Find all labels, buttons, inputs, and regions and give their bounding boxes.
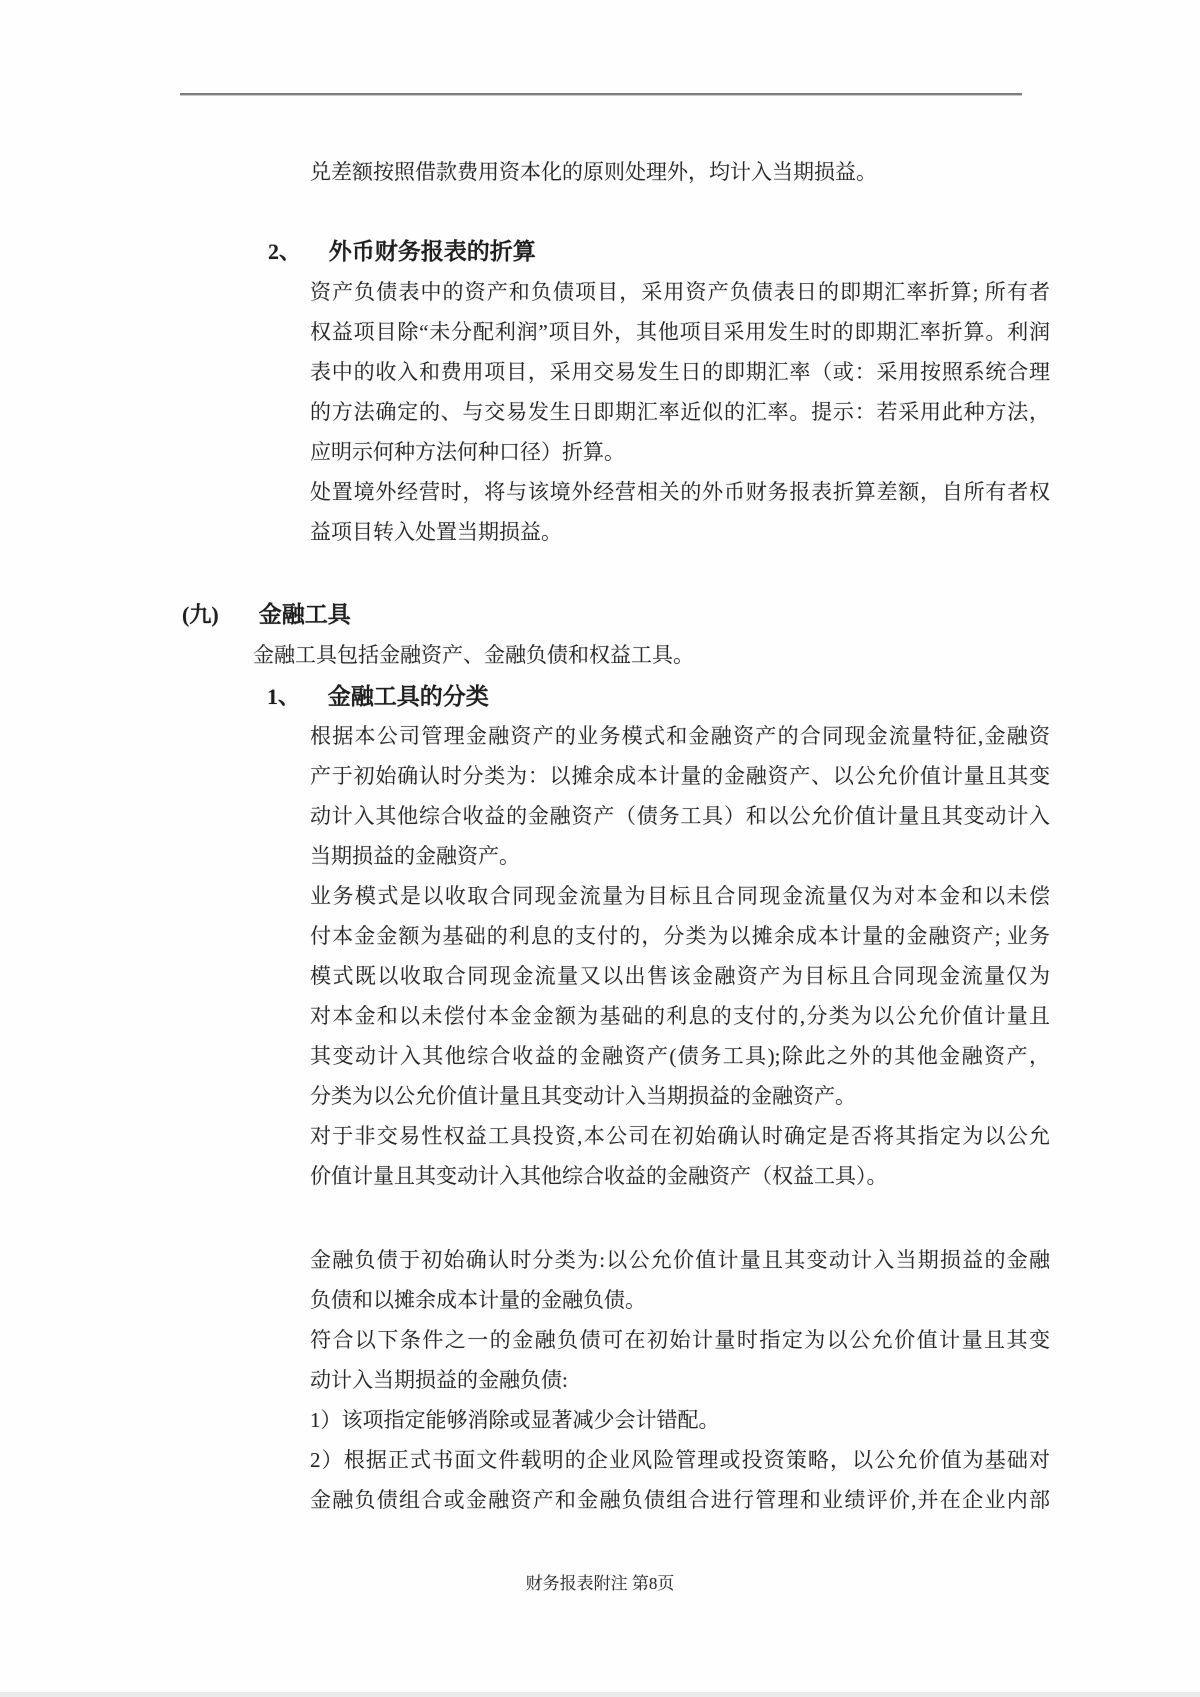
text-line: 负债和以摊余成本计量的金融负债。: [310, 1288, 646, 1312]
scan-bottom-edge: [0, 1692, 1200, 1697]
page-footer: [0, 1572, 1200, 1596]
text-line: 价值计量且其变动计入其他综合收益的金融资产（权益工具）。: [310, 1164, 888, 1188]
text-line: 动计入当期损益的金融负债:: [310, 1368, 568, 1392]
intro-line: 兑差额按照借款费用资本化的原则处理外，均计入当期损益。: [310, 160, 877, 184]
text-line: 表中的收入和费用项目，采用交易发生日的即期汇率（或：采用按照系统合理: [310, 360, 1050, 384]
paragraph-liabilities: [310, 1240, 1050, 1520]
text-line: 产于初始确认时分类为：以摊余成本计量的金融资产、以公允价值计量且其变: [310, 764, 1050, 788]
text-line: 当期损益的金融资产。: [310, 844, 520, 868]
text-line: 分类为以公允价值计量且其变动计入当期损益的金融资产。: [310, 1084, 856, 1108]
text-line: 处置境外经营时，将与该境外经营相关的外币财务报表折算差额，自所有者权: [310, 480, 1050, 504]
text-line: 符合以下条件之一的金融负债可在初始计量时指定为以公允价值计量且其变: [310, 1328, 1050, 1352]
text-line: 对本金和以未偿付本金金额为基础的利息的支付的,分类为以公允价值计量且: [310, 1004, 1050, 1028]
text-line: 根据本公司管理金融资产的业务模式和金融资产的合同现金流量特征,金融资: [310, 724, 1050, 748]
text-line: 的方法确定的、与交易发生日即期汇率近似的汇率。提示：若采用此种方法，: [310, 400, 1050, 424]
heading-title: 金融工具的分类: [327, 684, 489, 709]
text-line: 模式既以收取合同现金流量又以出售该金融资产为目标且合同现金流量仅为: [310, 964, 1050, 988]
text-line: 对于非交易性权益工具投资,本公司在初始确认时确定是否将其指定为以公允: [310, 1124, 1050, 1148]
heading-title: 外币财务报表的折算: [328, 239, 536, 264]
text-line: 付本金金额为基础的利息的支付的，分类为以摊余成本计量的金融资产; 业务: [310, 924, 1050, 948]
paragraph-fx-translation: [310, 272, 1050, 552]
section-heading-financial-instruments: [182, 595, 351, 635]
heading-title: 金融工具: [258, 602, 351, 627]
instruments-definition-line: 金融工具包括金融资产、金融负债和权益工具。: [253, 643, 694, 667]
text-line: 动计入其他综合收益的金融资产（债务工具）和以公允价值计量且其变动计入: [310, 804, 1050, 828]
heading-number: (九): [182, 602, 219, 627]
text-line: 应明示何种方法何种口径）折算。: [310, 440, 625, 464]
heading-number: 2、: [268, 239, 302, 264]
section-heading-fx-translation: [268, 232, 536, 272]
text-line: 金融负债组合或金融资产和金融负债组合进行管理和业绩评价,并在企业内部: [310, 1488, 1050, 1512]
text-line: 1）该项指定能够消除或显著减少会计错配。: [310, 1408, 720, 1432]
text-line: 权益项目除“未分配利润”项目外，其他项目采用发生时的即期汇率折算。利润: [310, 320, 1050, 344]
text-line: 益项目转入处置当期损益。: [310, 520, 562, 544]
section-heading-classification: [267, 677, 489, 717]
paragraph-classification: [310, 716, 1050, 1196]
header-rule: [180, 93, 1022, 96]
text-line: 其变动计入其他综合收益的金融资产(债务工具);除此之外的其他金融资产，: [310, 1044, 1050, 1068]
text-line: 2）根据正式书面文件载明的企业风险管理或投资策略，以公允价值为基础对: [310, 1448, 1050, 1472]
heading-number: 1、: [267, 684, 301, 709]
footer-text: 财务报表附注 第8页: [525, 1574, 675, 1593]
text-line: 业务模式是以收取合同现金流量为目标且合同现金流量仅为对本金和以未偿: [310, 884, 1050, 908]
text-line: 资产负债表中的资产和负债项目，采用资产负债表日的即期汇率折算; 所有者: [310, 280, 1050, 304]
text-line: 金融负债于初始确认时分类为:以公允价值计量且其变动计入当期损益的金融: [310, 1248, 1050, 1272]
